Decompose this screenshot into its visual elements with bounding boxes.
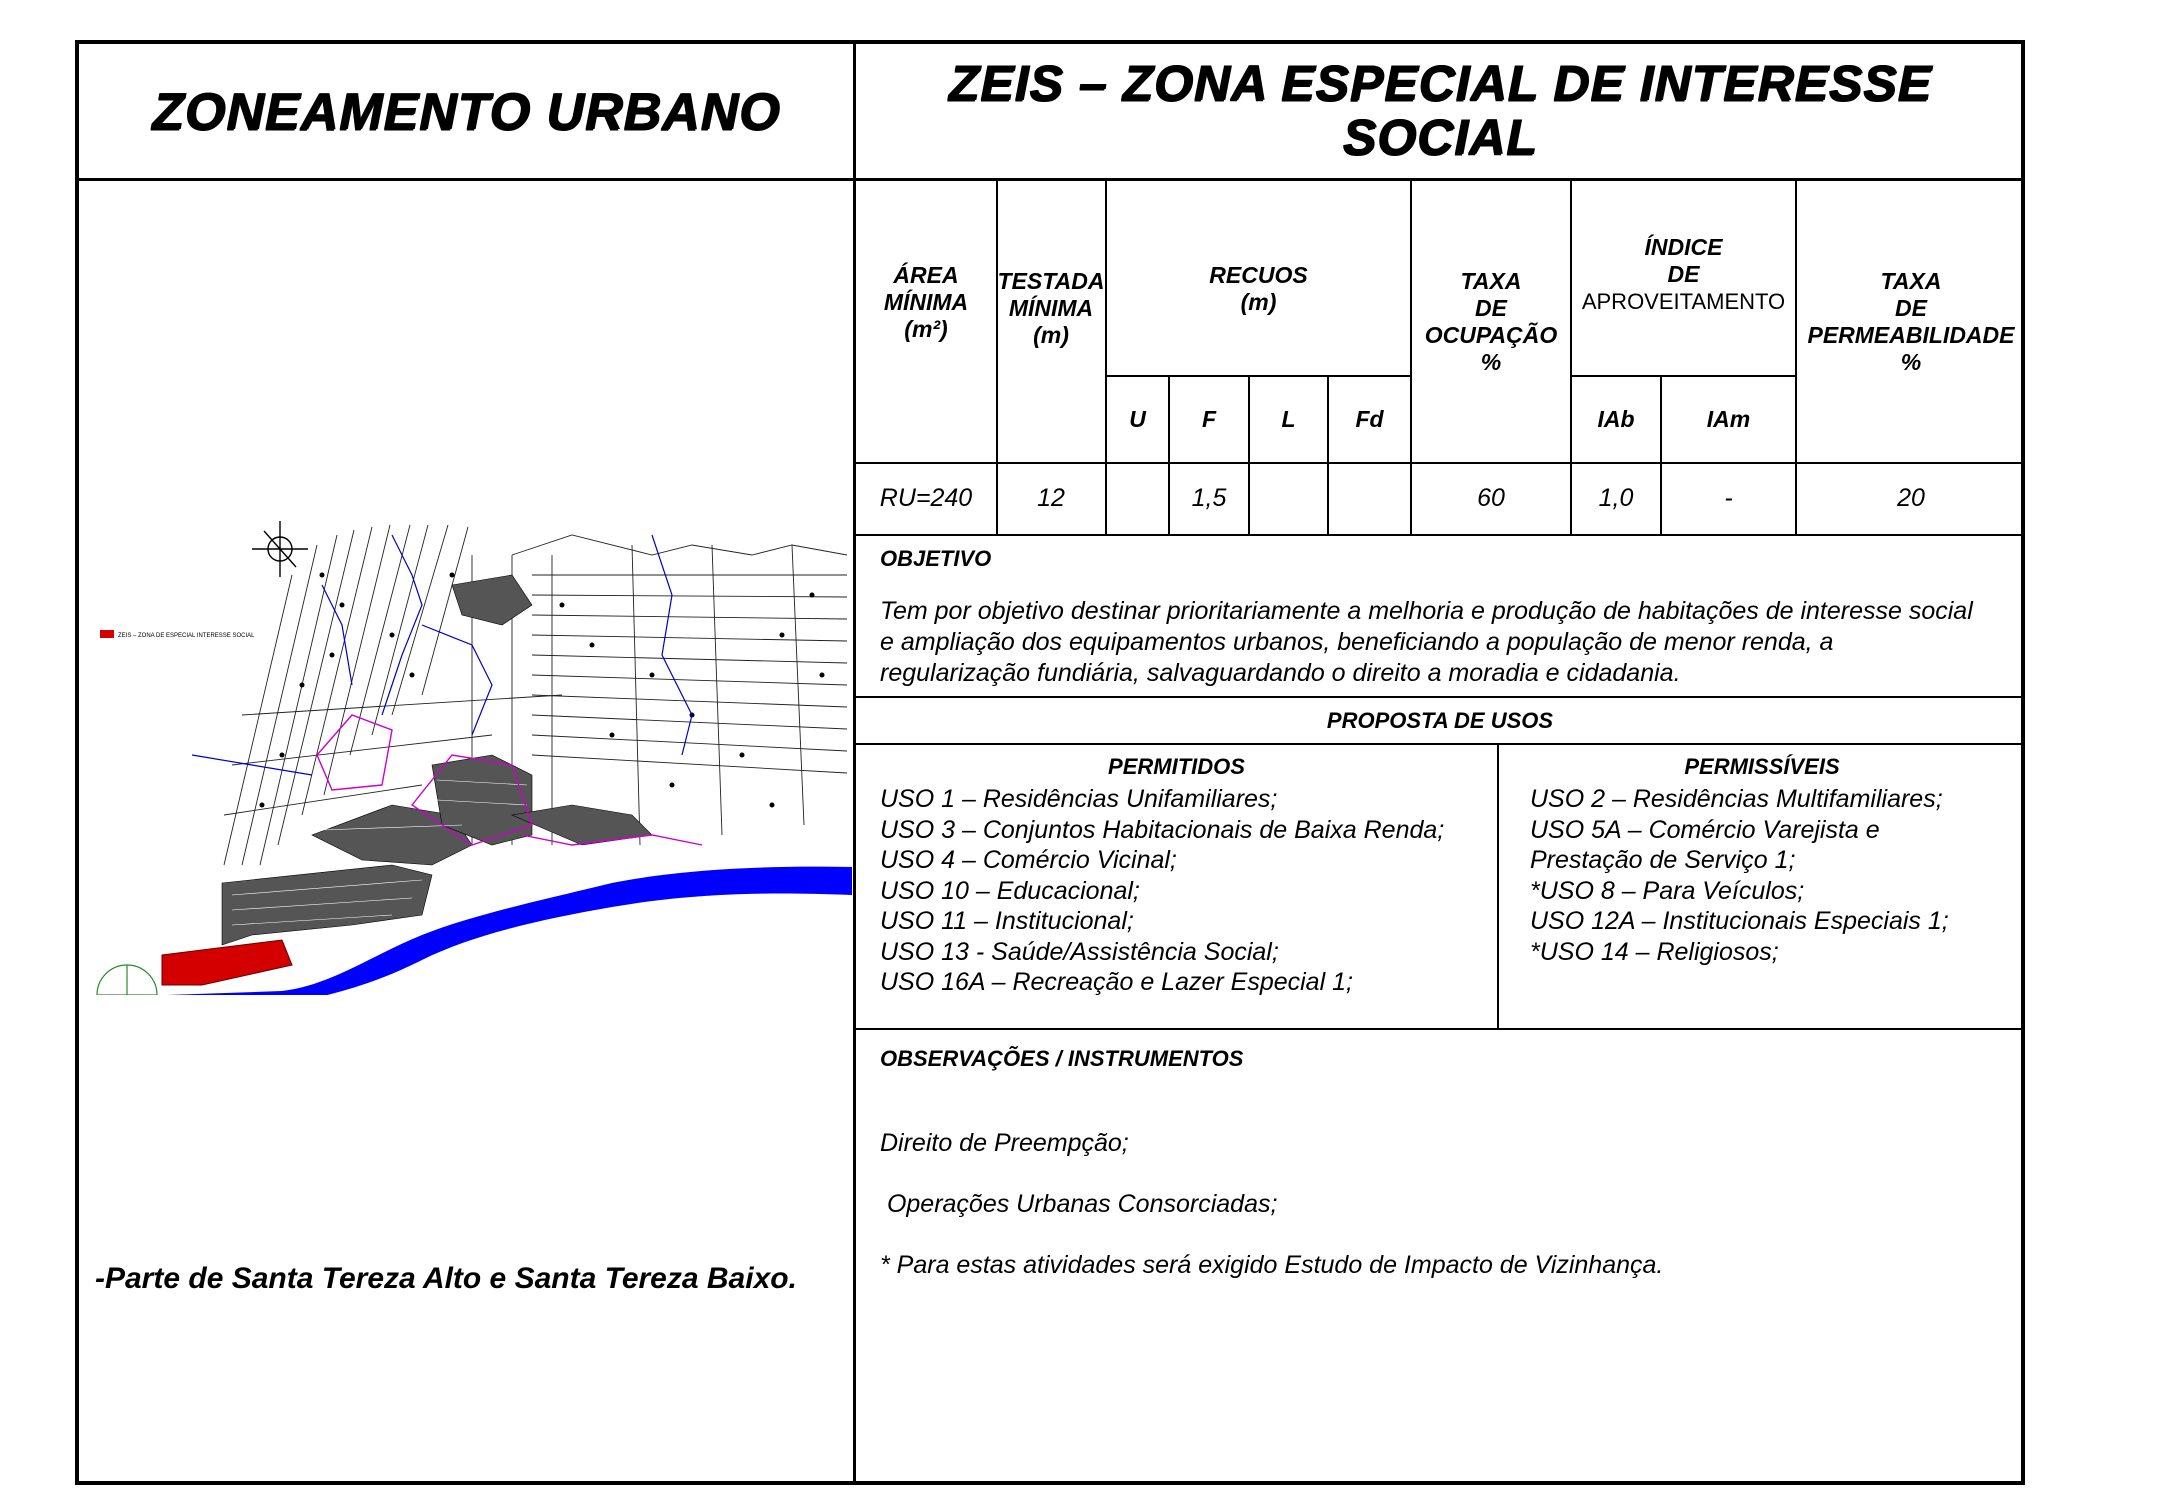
col-taxa-ocupacao: TAXA DE OCUPAÇÃO % [1424, 268, 1558, 375]
list-item: USO 16A – Recreação e Lazer Especial 1; [880, 968, 1353, 996]
val-taxa-permeabilidade: 20 [1897, 484, 1925, 512]
sub-iab: IAb [1597, 406, 1635, 432]
page-title-left: ZONEAMENTO URBANO [151, 83, 781, 141]
list-item: USO 12A – Institucionais Especiais 1; [1530, 907, 1949, 935]
val-testada: 12 [1037, 484, 1065, 512]
zoning-map [92, 515, 852, 995]
col-testada: TESTADA MÍNIMA (m) [997, 268, 1105, 348]
list-item: USO 4 – Comércio Vicinal; [880, 846, 1177, 874]
sub-l: L [1281, 406, 1296, 432]
observacoes-label: OBSERVAÇÕES / INSTRUMENTOS [880, 1046, 1244, 1071]
legend-swatch [100, 630, 114, 638]
legend-label: ZEIS – ZONA DE ESPECIAL INTERESSE SOCIAL [118, 633, 255, 639]
col-taxa-permeabilidade: TAXA DE PERMEABILIDADE % [1807, 268, 2015, 375]
list-item: USO 3 – Conjuntos Habitacionais de Baixa Renda; [880, 815, 1445, 844]
list-item: Prestação de Serviço 1; [1530, 846, 1796, 874]
permitidos-list [880, 784, 1490, 998]
val-f: 1,5 [1191, 484, 1227, 512]
list-item: USO 2 – Residências Multifamiliares; [1530, 785, 1943, 813]
observacoes-item-1: Direito de Preempção; [880, 1129, 1129, 1157]
list-item: USO 1 – Residências Unifamiliares; [880, 785, 1278, 813]
page-title-right: ZEIS – ZONA ESPECIAL DE INTERESSE SOCIAL [948, 55, 1932, 165]
permitidos-label: PERMITIDOS [1108, 754, 1245, 779]
map-caption: -Parte de Santa Tereza Alto e Santa Tereza Baixo. [95, 1262, 797, 1295]
observacoes-item-2: Operações Urbanas Consorciadas; [880, 1190, 1278, 1218]
val-iab: 1,0 [1598, 484, 1634, 512]
objetivo-label: OBJETIVO [880, 546, 992, 571]
north-arrow-icon [252, 521, 308, 577]
objetivo-text: Tem por objetivo destinar prioritariamente a melhoria e produção de habitações de interesse social e ampliação dos equipamentos urbanos, beneficiando a população de menor renda, a regularização fundiária, salvaguardando o direito a moradia e cidadania. [880, 597, 1973, 687]
list-item: USO 13 - Saúde/Assistência Social; [880, 937, 1279, 966]
list-item: *USO 8 – Para Veículos; [1530, 876, 1805, 905]
sub-u: U [1129, 406, 1146, 432]
col-indice: ÍNDICE DE APROVEITAMENTO [1581, 234, 1786, 314]
list-item: USO 10 – Educacional; [880, 876, 1140, 905]
val-taxa-ocupacao: 60 [1477, 484, 1505, 512]
val-iam: - [1724, 484, 1733, 512]
sub-fd: Fd [1355, 406, 1384, 432]
val-area: RU=240 [879, 484, 973, 512]
divider-header [75, 178, 2025, 181]
permissiveis-label: PERMISSÍVEIS [1684, 754, 1840, 779]
sub-iam: IAm [1706, 406, 1751, 432]
compass-icon [97, 965, 157, 995]
col-recuos: RECUOS (m) [1209, 262, 1308, 315]
col-area: ÁREA MÍNIMA (m²) [883, 262, 969, 342]
list-item: *USO 14 – Religiosos; [1530, 937, 1779, 966]
list-item: USO 5A – Comércio Varejista e [1530, 815, 1880, 844]
zeis-zone [162, 940, 292, 985]
list-item: USO 11 – Institucional; [880, 907, 1134, 935]
proposta-label: PROPOSTA DE USOS [1326, 708, 1554, 733]
permissiveis-list [1530, 784, 2020, 967]
observacoes-item-3: * Para estas atividades será exigido Estudo de Impacto de Vizinhança. [880, 1251, 1664, 1279]
sub-f: F [1201, 406, 1217, 432]
